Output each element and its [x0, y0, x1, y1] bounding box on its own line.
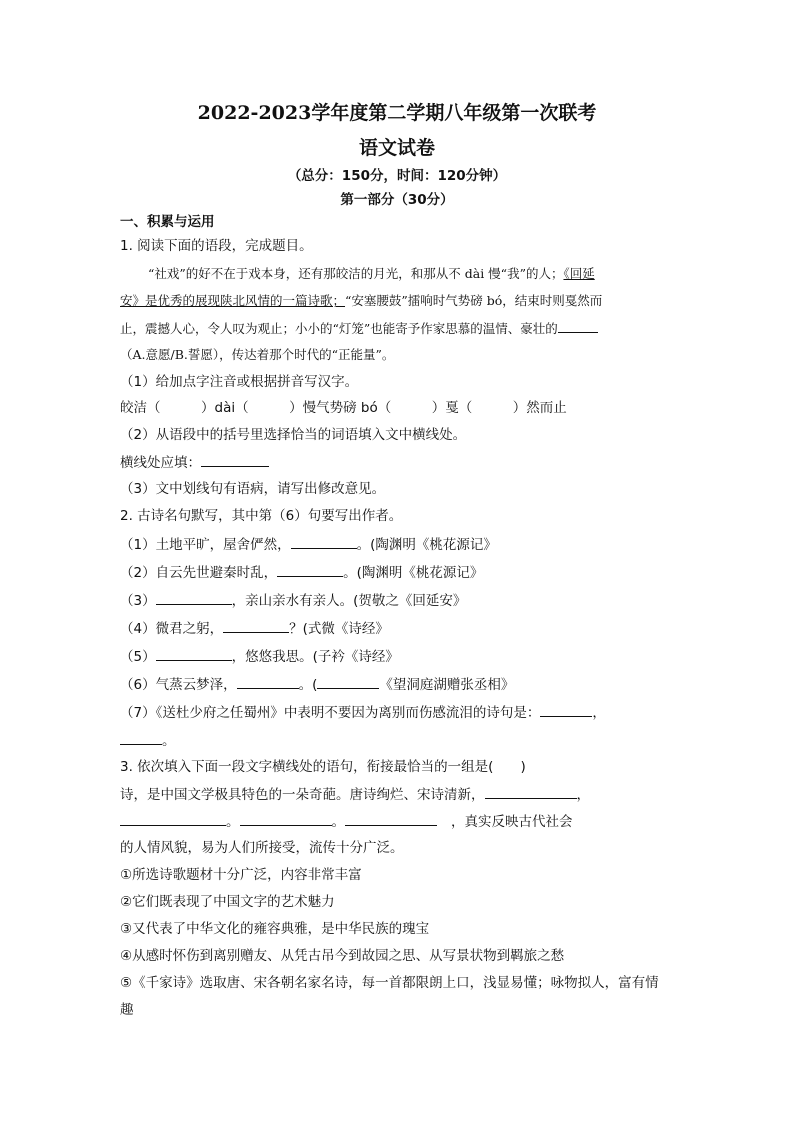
q3-text: 的人情风貌，易为人们所接受，流传十分广泛。	[120, 840, 404, 856]
q2-prompt: 2. 古诗名句默写，其中第（6）句要写出作者。	[120, 508, 403, 524]
q3-option: ①所选诗歌题材十分广泛，内容非常丰富	[120, 867, 362, 883]
q1-prompt: 1. 阅读下面的语段，完成题目。	[120, 238, 313, 254]
answer-blank[interactable]	[156, 591, 232, 605]
q1-sub3: （3）文中划线句有语病，请写出修改意见。	[120, 481, 386, 497]
q3-option: ③又代表了中华文化的雍容典雅，是中华民族的瑰宝	[120, 921, 430, 937]
answer-blank[interactable]	[277, 563, 343, 577]
item-text: （4）微君之躬，	[120, 621, 224, 637]
underlined-sentence: 《回延	[563, 266, 595, 281]
passage-text: “安塞腰鼓”擂响时气势磅 bó，结束时则戛然而	[345, 293, 603, 308]
passage-text: ，	[576, 787, 590, 803]
q3-prompt: 3. 依次填入下面一段文字横线处的语句，衔接最恰当的一组是( )	[120, 759, 526, 775]
item-text: （6）气蒸云梦泽，	[120, 677, 237, 693]
q2-item	[120, 535, 497, 554]
item-text: （2）自云先世避秦时乱，	[120, 565, 278, 581]
exam-subtitle: 语文试卷	[358, 137, 435, 159]
section-heading: 一、积累与运用	[120, 214, 215, 230]
item-source: ，亲山亲水有亲人。(贺敬之《回延安》	[231, 593, 467, 609]
answer-blank[interactable]	[291, 535, 357, 549]
q1-sub1-items: 皎洁（ ）dài（ ）慢气势磅 bó（ ）戛（ ）然而止	[120, 400, 567, 416]
q1-passage-line: （A.意愿/B.誓愿），传达着那个时代的“正能量”。	[120, 347, 395, 362]
answer-blank[interactable]	[485, 785, 577, 799]
q2-item	[120, 703, 606, 722]
item-text: （1）土地平旷，屋舍俨然，	[120, 537, 291, 553]
q1-passage-line	[120, 292, 602, 310]
answer-blank[interactable]	[540, 703, 592, 717]
q2-item	[120, 619, 389, 638]
passage-text: ，真实反映古代社会	[451, 814, 573, 830]
author-blank[interactable]	[317, 675, 379, 689]
q1-sub2-answer	[120, 453, 269, 472]
item-source: ，悠悠我思。(子衿《诗经》	[231, 649, 399, 665]
q1-sub1: （1）给加点字注音或根据拼音写汉字。	[120, 374, 359, 390]
answer-blank[interactable]	[345, 812, 437, 826]
passage-text: “社戏”的好不在于戏本身，还有那皎洁的月光，和那从不 dài 慢“我”的人；	[148, 266, 564, 281]
answer-blank[interactable]	[156, 647, 232, 661]
q2-item	[120, 675, 514, 694]
passage-text: 。	[226, 814, 240, 830]
q3-option: ②它们既表现了中国文字的艺术魅力	[120, 894, 335, 910]
answer-label: 横线处应填：	[120, 455, 201, 471]
item-text: （3）	[120, 593, 156, 609]
q2-item	[120, 563, 483, 582]
answer-blank[interactable]	[120, 731, 162, 745]
q3-option: ⑤《千家诗》选取唐、宋各朝名家名诗，每一首都限朗上口，浅显易懂；咏物拟人，富有情	[120, 975, 659, 991]
item-text: ，	[592, 705, 606, 721]
q3-option: ④从感时怀伤到离别赠友、从凭古吊今到故园之思、从写景状物到羁旅之愁	[120, 948, 565, 964]
passage-text: 诗，是中国文学极具特色的一朵奇葩。唐诗绚烂、宋诗清新，	[120, 787, 485, 803]
answer-blank[interactable]	[237, 675, 299, 689]
answer-blank[interactable]	[223, 619, 289, 633]
q3-text	[120, 785, 590, 804]
q2-item	[120, 647, 399, 666]
q3-option-cont: 趣	[120, 1002, 134, 1018]
q1-sub2: （2）从语段中的括号里选择恰当的词语填入文中横线处。	[120, 427, 467, 443]
exam-title: 2022-2023学年度第二学期八年级第一次联考	[197, 102, 597, 124]
passage-text: 止，震撼人心，令人叹为观止；小小的“灯笼”也能寄予作家思慕的温情、豪壮的	[120, 321, 558, 336]
q3-text	[120, 812, 573, 831]
q1-passage-line	[120, 319, 598, 338]
answer-blank[interactable]	[201, 453, 269, 467]
q1-passage-line	[148, 265, 595, 283]
item-text: （7）《送杜少府之任蜀州》中表明不要因为离别而伤感流泪的诗句是：	[120, 705, 541, 721]
item-text: （5）	[120, 649, 156, 665]
passage-text: 。	[331, 814, 345, 830]
q2-item	[120, 591, 466, 610]
item-source: 。(陶渊明《桃花源记》	[356, 537, 497, 553]
underlined-sentence-cont: 安》是优秀的展现陕北风情的一篇诗歌；	[120, 293, 346, 308]
answer-blank[interactable]	[240, 812, 332, 826]
item-text: 。	[162, 733, 176, 749]
q2-item-cont	[120, 731, 176, 750]
item-source: 。(陶渊明《桃花源记》	[343, 565, 484, 581]
exam-meta: （总分：150分，时间：120分钟）	[287, 168, 507, 184]
item-text: 。(	[298, 677, 318, 693]
item-source: ？(式微《诗经》	[289, 621, 389, 637]
answer-blank[interactable]	[558, 319, 598, 333]
part-heading: 第一部分（30分）	[340, 192, 454, 208]
item-source: 《望洞庭湖赠张丞相》	[379, 677, 515, 693]
answer-blank[interactable]	[120, 812, 226, 826]
